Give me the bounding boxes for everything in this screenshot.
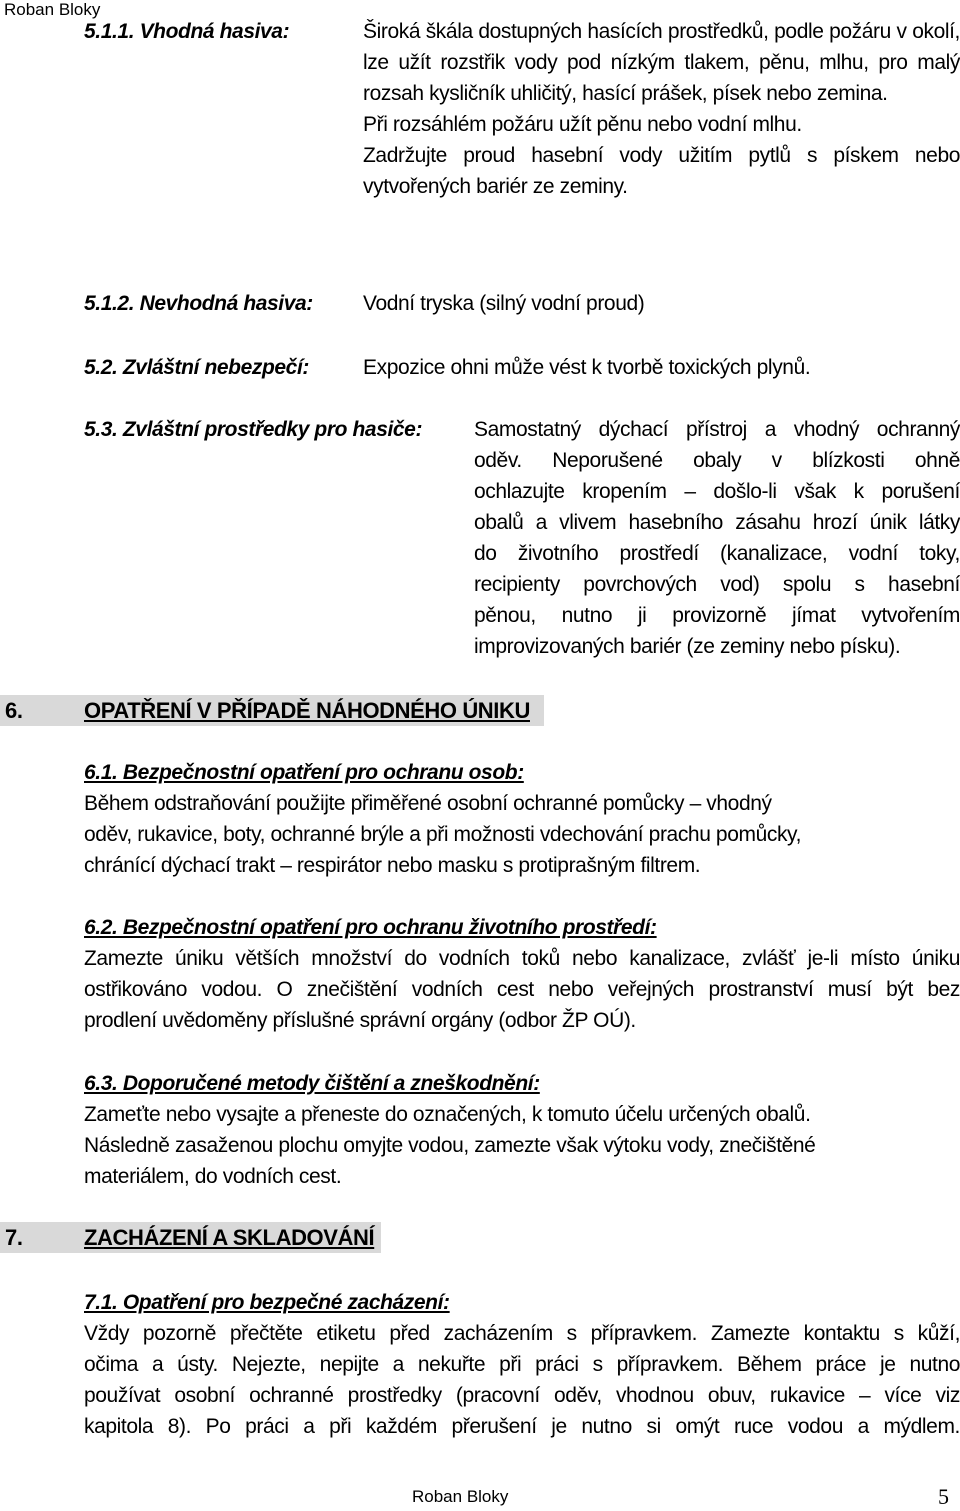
section-6-1-line-2: oděv, rukavice, boty, ochranné brýle a při možnosti vdechování prachu pomůcky, [84, 823, 802, 846]
section-6-3-line-2: Následně zasaženou plochu omyjte vodou, zamezte však výtoku vody, znečištěné [84, 1134, 816, 1157]
section-5-2-text: Expozice ohni může vést k tvorbě toxických plynů. [363, 356, 811, 379]
section-7-heading-bar [0, 1222, 381, 1253]
header-author: Roban Bloky [4, 0, 101, 19]
section-7-1-line-1: Vždy pozorně přečtěte etiketu před zacházením s přípravkem. Zamezte kontaktu s kůží, [84, 1322, 960, 1345]
footer-author: Roban Bloky [412, 1487, 509, 1506]
section-5-3-line-1: Samostatný dýchací přístroj a vhodný ochranný [474, 418, 960, 441]
section-5-1-2-label: 5.1.2. Nevhodná hasiva: [84, 292, 313, 315]
section-6-3-body [84, 1099, 960, 1192]
section-7-1-line-4: kapitola 8). Po práci a při každém přerušení je nutno si omýt ruce vodou a mýdlem. [84, 1415, 960, 1438]
section-5-1-1-paragraph-3: Zadržujte proud hasební vody užitím pytlů s pískem nebo vytvořených bariér ze zeminy. [363, 144, 960, 198]
section-5-3-line-3: ochlazujte kropením – došlo-li však k porušení [474, 480, 960, 503]
section-6-2-line-1: Zamezte úniku větších množství do vodních toků nebo kanalizace, zvlášť je-li místo úniku [84, 947, 960, 970]
section-5-1-1-paragraph-1: Široká škála dostupných hasících prostředků, podle požáru v okolí, lze užít rozstřik vody pod nízkým tlakem, pěnu, mlhu, pro malý rozsah kysličník uhličitý, hasící prášek, písek nebo zemina. [363, 20, 960, 105]
section-6-1-line-3: chránící dýchací trakt – respirátor nebo masku s protiprašným filtrem. [84, 854, 701, 877]
section-6-1-body [84, 788, 960, 881]
section-7-1-line-3: používat osobní ochranné prostředky (pracovní oděv, vhodnou obuv, rukavice – více viz [84, 1384, 960, 1407]
page-number: 5 [938, 1484, 949, 1509]
section-6-3-heading: 6.3. Doporučené metody čištění a zneškodnění: [84, 1072, 540, 1095]
section-7-1-body [84, 1318, 960, 1442]
section-5-3-line-6: recipienty povrchových vod) spolu s hasební [474, 573, 960, 596]
section-5-3-line-7: pěnou, nutno ji provizorně jímat vytvořením [474, 604, 960, 627]
section-6-2-line-3: prodlení uvědoměny příslušné správní orgány (odbor ŽP OÚ). [84, 1009, 636, 1032]
section-5-2-label: 5.2. Zvláštní nebezpečí: [84, 356, 309, 379]
section-6-3-line-1: Zameťte nebo vysajte a přeneste do označených, k tomuto účelu určených obalů. [84, 1103, 811, 1126]
section-6-2-line-2: ostřikováno vodou. O znečištění vodních cest nebo veřejných prostranství musí být bez [84, 978, 960, 1001]
section-6-1-line-1: Během odstraňování použijte přiměřené osobní ochranné pomůcky – vhodný [84, 792, 772, 815]
section-6-2-heading: 6.2. Bezpečnostní opatření pro ochranu životního prostředí: [84, 916, 657, 939]
section-7-1-line-2: očima a ústy. Nejezte, nepijte a nekuřte při práci s přípravkem. Během práce je nutno [84, 1353, 960, 1376]
section-6-number: 6. [5, 698, 23, 723]
section-6-3-line-3: materiálem, do vodních cest. [84, 1165, 342, 1188]
section-6-2-body [84, 943, 960, 1036]
section-5-1-1-paragraph-2: Při rozsáhlém požáru užít pěnu nebo vodní mlhu. [363, 113, 802, 136]
section-5-1-1-label: 5.1.1. Vhodná hasiva: [84, 20, 290, 43]
section-5-3-label: 5.3. Zvláštní prostředky pro hasiče: [84, 418, 423, 441]
section-6-heading-bar [0, 695, 544, 726]
section-5-1-1-body [363, 16, 960, 202]
section-5-3-body [474, 414, 960, 662]
section-5-3-line-5: do životního prostředí (kanalizace, vodní toky, [474, 542, 960, 565]
section-7-number: 7. [5, 1225, 23, 1250]
section-6-1-heading: 6.1. Bezpečnostní opatření pro ochranu osob: [84, 761, 524, 784]
section-7-1-heading: 7.1. Opatření pro bezpečné zacházení: [84, 1291, 450, 1314]
section-5-3-line-4: obalů a vlivem hasebního zásahu hrozí únik látky [474, 511, 960, 534]
section-5-3-line-8: improvizovaných bariér (ze zeminy nebo písku). [474, 635, 901, 658]
section-5-1-2-text: Vodní tryska (silný vodní proud) [363, 292, 645, 315]
section-6-title: OPATŘENÍ V PŘÍPADĚ NÁHODNÉHO ÚNIKU [84, 698, 530, 723]
section-5-3-line-2: oděv. Neporušené obaly v blízkosti ohně [474, 449, 960, 472]
section-7-title: ZACHÁZENÍ A SKLADOVÁNÍ [84, 1225, 375, 1250]
